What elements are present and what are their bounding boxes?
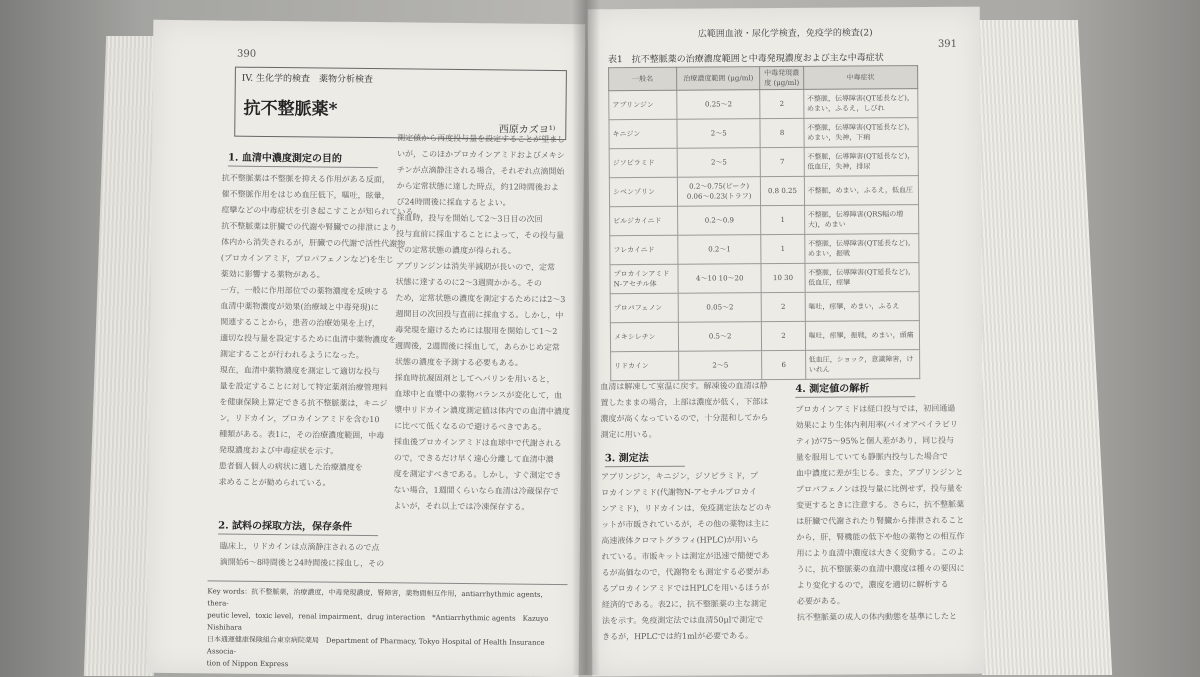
text-line: 体内から消失されるが，肝臓での代謝で活性代謝物 bbox=[221, 237, 406, 249]
text-line: より変化するので，濃度を適切に解析する bbox=[796, 579, 949, 590]
table-cell: 1 bbox=[761, 205, 804, 234]
table-cell: メキシレチン bbox=[610, 322, 678, 351]
column-left-3 bbox=[220, 538, 390, 572]
table-cell: 不整脈，めまい，ふるえ，低血圧 bbox=[804, 176, 919, 206]
text-line: 変更するときに注意する。さらに，抗不整脈薬 bbox=[796, 499, 965, 510]
text-line: 状態に達するのに2〜3週間かかる。その bbox=[395, 277, 542, 288]
text-line: 現在，血清中薬物濃度を測定して適切な投与 bbox=[219, 365, 380, 377]
table-cell: 10 30 bbox=[761, 263, 804, 292]
text-line: 量を服用していても静脈内投与した場合で bbox=[795, 451, 948, 462]
table-cell: フレカイニド bbox=[610, 235, 678, 264]
text-line: 血中濃度に差が生じる。また，アプリンジンと bbox=[795, 467, 964, 478]
text-line: きるが，HPLCでは約1mlが必要である。 bbox=[602, 631, 754, 642]
text-line: 法を示す。免疫測定法では血清50μlで測定で bbox=[601, 615, 764, 626]
text-line: ので，できるだけ早く遠心分離して血清中濃 bbox=[393, 453, 554, 464]
text-line: 発現濃度および中毒症状を示す。 bbox=[218, 445, 339, 456]
text-line: 痙攣などの中毒症状を引き起こすことが知られている。 bbox=[221, 205, 422, 217]
text-line: 測定値から再度投与量を設定することが望まし bbox=[397, 133, 566, 145]
text-line: ない場合，1週間くらいなら血清は冷蔵保存で bbox=[393, 485, 559, 497]
page-number-left: 390 bbox=[237, 48, 257, 60]
text-line: 適切な投与量を設定するために血清中薬物濃度を bbox=[220, 333, 397, 345]
text-line: プロカインアミドは経口投与では，初回通過 bbox=[795, 403, 956, 414]
text-line: 薬効に影響する薬物がある。 bbox=[220, 269, 325, 280]
text-line: 一方，一般に作用部位での薬物濃度を反映する bbox=[220, 285, 389, 297]
text-line: 測定することが行われるようになった。 bbox=[219, 349, 364, 360]
text-line: 投与直前に採血することによって，その投与量 bbox=[396, 229, 565, 241]
table-row bbox=[609, 147, 918, 178]
text-line: (プロカインアミド，プロパフェノンなど)を生じ bbox=[220, 253, 394, 265]
heading-method: 3. 測定法 bbox=[605, 449, 685, 468]
text-line: 測定に用いる。 bbox=[600, 429, 657, 440]
text-line: 催不整脈作用をはじめ血圧低下，嘔吐，眩暈， bbox=[221, 189, 390, 201]
text-line: 血球中と血漿中の薬物バランスが変化して，血 bbox=[394, 389, 563, 401]
table-row bbox=[610, 292, 919, 323]
text-line: 血清中薬物濃度が効果(治療域と中毒発現)に bbox=[220, 301, 379, 313]
text-line: ロカインアミド(代謝物N-アセチルプロカイ bbox=[601, 487, 757, 498]
table-cell: 2〜5 bbox=[679, 351, 763, 381]
table-cell: アプリンジン bbox=[609, 90, 677, 119]
footnote-line: tion of Nippon Express bbox=[206, 659, 289, 669]
text-line: 経済的である。表2に，抗不整脈薬の主な測定 bbox=[601, 599, 767, 610]
table-cell: 2 bbox=[762, 292, 805, 321]
table-row bbox=[609, 176, 918, 207]
table-cell: 4〜10 10〜20 bbox=[678, 264, 762, 294]
book-gutter bbox=[572, 0, 600, 675]
column-right-1 bbox=[600, 378, 780, 443]
table-header: 中毒症状 bbox=[803, 66, 918, 90]
table-cell: 0.8 0.25 bbox=[761, 176, 804, 205]
table-cell: 不整脈，伝導障害(QT延長など)，めまい，振戦 bbox=[804, 234, 919, 264]
left-page bbox=[147, 20, 586, 677]
column-right-1b bbox=[601, 468, 787, 645]
table-cell: 2〜5 bbox=[677, 119, 761, 149]
table-cell: ジソピラミド bbox=[609, 148, 677, 177]
heading-analysis: 4. 測定値の解析 bbox=[795, 379, 915, 398]
text-line: 種類がある。表1に，その治療濃度範囲，中毒 bbox=[219, 429, 385, 441]
text-line: るが高価なので，代謝物をも測定する必要があ bbox=[601, 567, 770, 578]
section-title-box bbox=[234, 67, 567, 140]
table-row bbox=[610, 205, 919, 236]
text-line: チンが点滴静注される場合，それぞれ点滴開始 bbox=[396, 165, 565, 177]
text-line: 必要がある。 bbox=[796, 596, 845, 606]
text-line: 週間目の次回投与直前に採血する。しかし，中 bbox=[395, 309, 564, 321]
text-line: 抗不整脈薬は不整脈を抑える作用がある反面， bbox=[221, 173, 390, 185]
text-line: から定常状態に達した時点，約12時間後およ bbox=[396, 181, 559, 193]
right-page bbox=[588, 7, 985, 677]
table-cell: ピルジカイニド bbox=[610, 206, 678, 235]
text-line: 週間後，2週間後に採血して，あらかじめ定常 bbox=[394, 341, 561, 353]
heading-sampling: 2. 試料の採取方法，保存条件 bbox=[218, 516, 378, 536]
text-line: 患者個人個人の病状に適した治療濃度を bbox=[218, 461, 363, 472]
text-line: 滴開始6〜8時間後と24時間後に採血し，その bbox=[219, 557, 385, 569]
text-line: うに，抗不整脈薬の血清中濃度は種々の要因に bbox=[796, 563, 965, 574]
table-cell: 0.2〜1 bbox=[678, 235, 762, 265]
table-cell: 0.2〜0.9 bbox=[678, 206, 762, 236]
text-line: 毒発現を避けるためには服用を開始して1〜2 bbox=[395, 325, 558, 337]
column-left-1 bbox=[218, 170, 422, 492]
table-cell: 不整脈，伝導障害(QT延長など)，低血圧，失神，排尿 bbox=[804, 147, 919, 177]
table-cell: 0.05〜2 bbox=[678, 293, 762, 323]
table-cell: リドカイン bbox=[611, 351, 679, 380]
table-cell: 1 bbox=[761, 234, 804, 263]
text-line: アプリンジン，キニジン，ジソピラミド，プ bbox=[600, 471, 759, 482]
text-line: 採血時，投与を開始して2〜3日目の次回 bbox=[396, 213, 543, 224]
article-title: 抗不整脈薬* bbox=[243, 98, 338, 120]
running-head: 広範囲血液・尿化学検査，免疫学的検査(2) bbox=[697, 28, 873, 40]
table-title: 表1 抗不整脈薬の治療濃度範囲と中毒発現濃度および主な中毒症状 bbox=[607, 53, 884, 66]
table-cell: 6 bbox=[762, 350, 805, 379]
table-cell: 0.25〜2 bbox=[677, 90, 761, 120]
table-cell: 不整脈，伝導障害(QT延長など)，低血圧，痙攣 bbox=[805, 263, 920, 293]
table-header: 一般名 bbox=[609, 67, 677, 90]
text-line: いが，このほかプロカインアミドおよびメキシ bbox=[396, 149, 565, 161]
text-line: を健康保険上算定できる抗不整脈薬は，キニジ bbox=[219, 397, 388, 409]
table-header-row bbox=[609, 66, 918, 91]
table-cell: 不整脈，伝導障害(QRS幅の増大)，めまい bbox=[804, 205, 919, 235]
text-line: 採血時抗凝固剤としてヘパリンを用いると， bbox=[394, 373, 555, 384]
column-left-2 bbox=[393, 130, 570, 516]
text-line: 高速液体クロマトグラフィ(HPLC)が用いら bbox=[601, 535, 759, 546]
table-cell: 嘔吐，痙攣，めまい，ふるえ bbox=[805, 292, 920, 322]
page-number-right: 391 bbox=[937, 38, 958, 50]
table-cell: 不整脈，伝導障害(QT延長など)，めまい，失神，下痢 bbox=[804, 118, 919, 148]
text-line: 量を設定することに対して特定薬剤治療管理料 bbox=[219, 381, 388, 393]
text-line: は肝臓で代謝されたり腎臓から排泄されること bbox=[796, 515, 965, 526]
text-line: ティ)が75〜95%と個人差があり，同じ投与 bbox=[795, 435, 955, 446]
table-row bbox=[610, 234, 919, 265]
table-cell: 低血圧，ショック，意識障害，けいれん bbox=[805, 350, 920, 380]
text-line: から，肝，腎機能の低下や他の薬物との相互作 bbox=[796, 531, 965, 542]
text-line: アプリンジンは消失半減期が長いので，定常 bbox=[395, 261, 556, 272]
text-line: 関連することから，患者の治療効果を上げ， bbox=[220, 317, 380, 329]
text-line: よいが，それ以上では冷凍保存する。 bbox=[393, 501, 530, 512]
footnote-keywords bbox=[207, 580, 568, 673]
text-line: れている。市販キットは測定が迅速で簡便であ bbox=[601, 551, 770, 562]
footnote-line: Key words：抗不整脈薬，治療濃度，中毒発現濃度，腎障害，薬物間相互作用，antiarrhythmic agents，thera- bbox=[207, 587, 548, 608]
table-cell: シベンゾリン bbox=[609, 177, 677, 206]
table-cell: 7 bbox=[761, 147, 804, 176]
section-tag: IV. 生化学的検査 薬物分析検査 bbox=[241, 73, 374, 86]
text-line: 度を測定すべきである。しかし，すぐ測定でき bbox=[393, 469, 562, 481]
text-line: 濃度が高くなっているので，十分混和してから bbox=[600, 413, 769, 424]
heading-purpose: 1. 血清中濃度測定の目的 bbox=[228, 149, 378, 169]
text-line: ットが市販されているが，その他の薬物は主に bbox=[601, 519, 770, 530]
text-line: 抗不整脈薬は肝臓での代謝や腎臓での排泄により bbox=[221, 221, 398, 233]
table-cell: 嘔吐，痙攣，振戦，めまい，頭痛 bbox=[805, 321, 920, 351]
table-header: 中毒発現濃度 (μg/ml) bbox=[760, 66, 803, 89]
table-row bbox=[609, 118, 918, 149]
table-cell: 2 bbox=[762, 321, 805, 350]
table-cell: 2 bbox=[760, 89, 803, 118]
table-cell: 0.5〜2 bbox=[678, 322, 762, 352]
footnote-line: peutic level，toxic level，renal impairment，drug interaction *Antiarrhythmic agents Kazuyo Nishihara bbox=[207, 611, 549, 632]
text-line: 採血後プロカインアミドは血球中で代謝される bbox=[393, 437, 562, 449]
drug-table bbox=[608, 65, 920, 381]
text-line: 求めることが勧められている。 bbox=[218, 477, 331, 488]
text-line: るプロカインアミドではHPLCを用いるほうが bbox=[601, 583, 770, 594]
author-name: 西原カズヨ¹⁾ bbox=[498, 124, 556, 136]
column-right-2 bbox=[795, 401, 977, 626]
table-cell: キニジン bbox=[609, 119, 677, 148]
text-line: ン，リドカイン，プロカインアミドを含む10 bbox=[219, 413, 380, 425]
table-row bbox=[611, 350, 920, 381]
text-line: 効果により生体内利用率(バイオアベイラビリ bbox=[795, 419, 958, 430]
text-line: 抗不整脈薬の成人の体内動態を基準にしたと bbox=[796, 611, 957, 622]
text-line: 置したままの場合，上部は濃度が低く，下部は bbox=[600, 397, 769, 408]
table-row bbox=[610, 263, 919, 294]
text-line: 漿中リドカイン濃度測定値は体内での血清中濃度 bbox=[394, 405, 570, 417]
table-cell: 8 bbox=[760, 118, 803, 147]
text-line: び24時間後に採血するとよい。 bbox=[396, 197, 511, 208]
text-line: ンアミド)，リドカインは，免疫測定法などのキ bbox=[601, 503, 772, 514]
table-row bbox=[609, 89, 918, 120]
text-line: での定常状態の濃度が得られる。 bbox=[395, 245, 517, 256]
text-line: ため，定常状態の濃度を測定するためには2〜3 bbox=[395, 293, 566, 305]
table-header: 治療濃度範囲 (μg/ml) bbox=[677, 67, 761, 91]
text-line: プロパフェノンは投与量に比例せず，投与量を bbox=[796, 483, 963, 494]
text-line: に比べて低くなるので避けるべきである。 bbox=[394, 421, 547, 432]
text-line: 臨床上，リドカインは点滴静注されるので点 bbox=[219, 541, 380, 553]
table-cell: プロカインアミド N-アセチル体 bbox=[610, 264, 678, 293]
text-line: 血清は解凍して室温に戻す。解凍後の血清は静 bbox=[600, 381, 768, 392]
text-line: 用により血清中濃度は大きく変動する。このよ bbox=[796, 547, 965, 558]
table-cell: 2〜5 bbox=[677, 148, 761, 178]
table-row bbox=[610, 321, 919, 352]
table-cell: 不整脈，伝導障害(QT延長など)，めまい，ふるえ，しびれ bbox=[803, 89, 918, 119]
table-cell: 0.2〜0.75(ピーク) 0.06〜0.23(トラフ) bbox=[677, 177, 761, 207]
text-line: 状態の濃度を予測する必要もある。 bbox=[394, 357, 523, 368]
table-cell: プロパフェノン bbox=[610, 293, 678, 322]
footnote-line: 日本通運健康保険組合東京病院薬局 Department of Pharmacy, Tokyo Hospital of Health Insurance Associa- bbox=[206, 635, 545, 656]
